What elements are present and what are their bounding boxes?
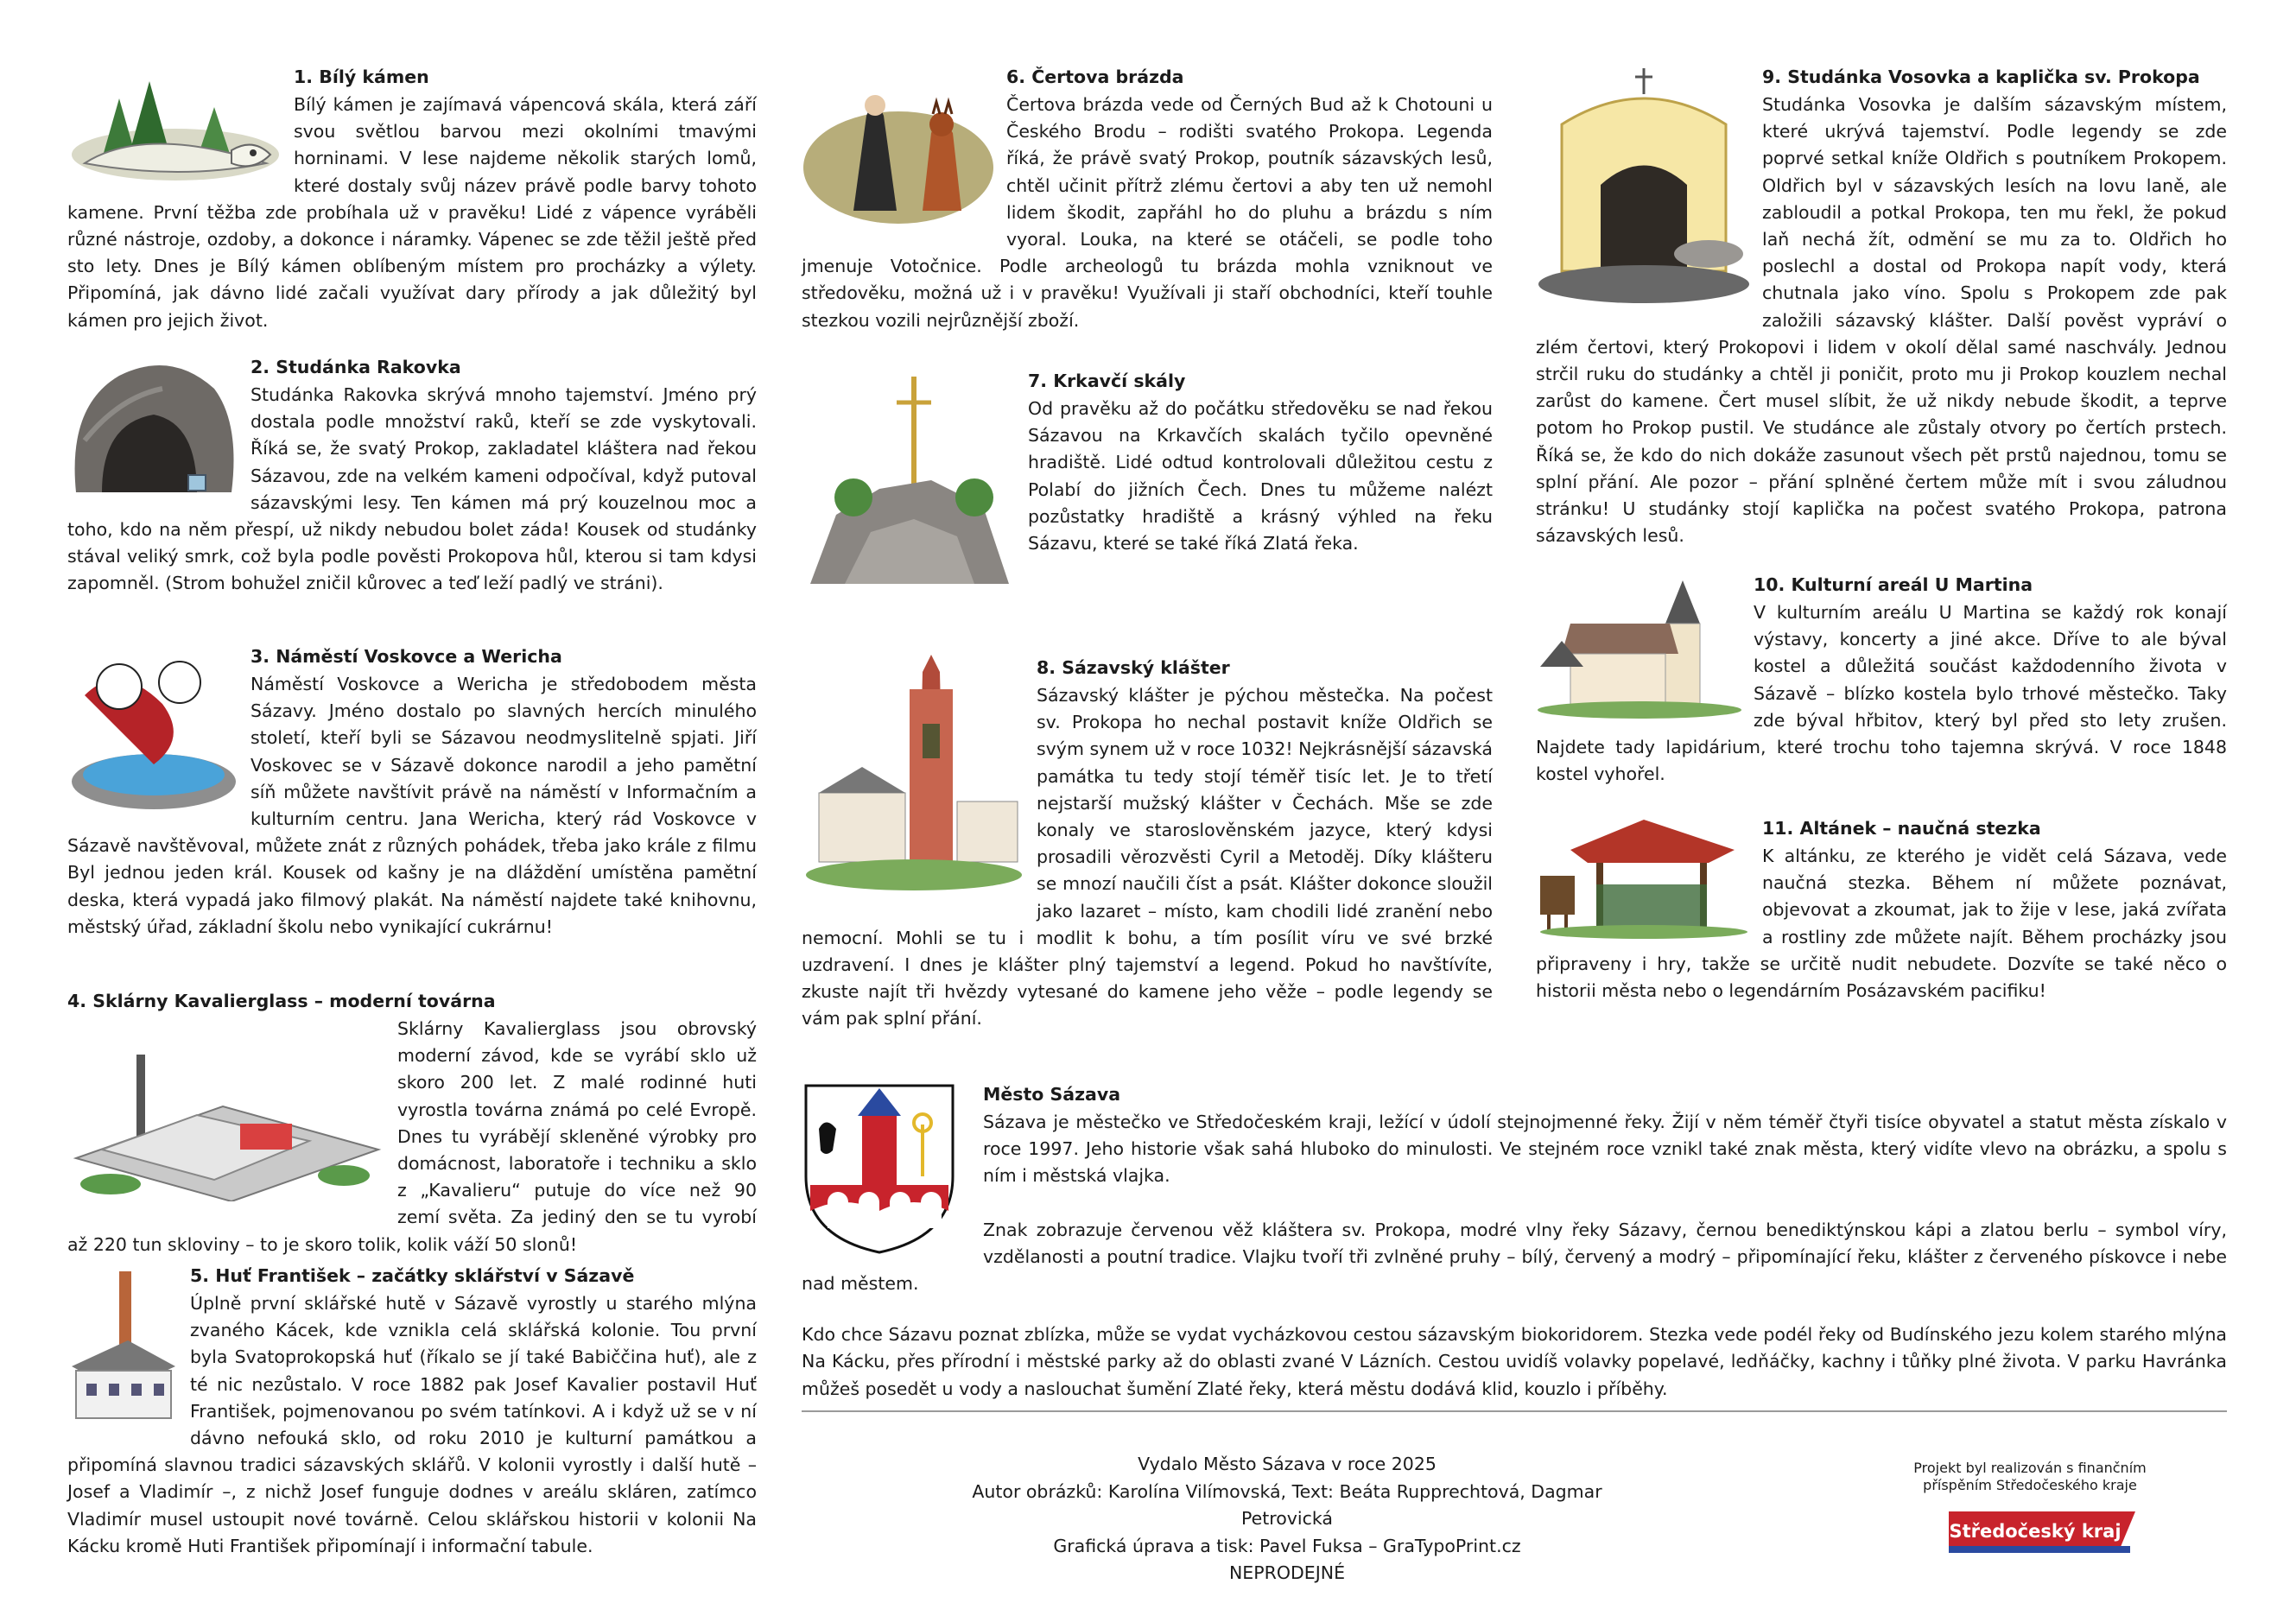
chapel-icon (1536, 64, 1752, 306)
section-title: 11. Altánek – naučná stezka (1762, 818, 2041, 839)
section-sklarny (67, 988, 757, 1258)
footer-publisher: Vydalo Město Sázava v roce 2025 (1138, 1454, 1437, 1474)
section-title: 10. Kulturní areál U Martina (1754, 574, 2033, 595)
town-title: Město Sázava (983, 1084, 1121, 1105)
section-text: Náměstí Voskovce a Wericha je středobodem města Sázavy. Jméno dostalo po slavných hercích minulého století, kteří byli se Sázavou neodmyslitelně spjati. Jiří Voskovec se v Sázavě dokonce narodil a jeho pamětní síň můžete navštívit právě na náměstí v Informačním a kulturním centru. Jana Wericha, který rád Voskovce v Sázavě navštěvoval, můžete znát z různých pohádek, třeba jako krále z filmu Byl jednou jeden král. Kousek od kašny je na dláždění umístěna pamětní deska, která vypadá jako filmový plakát. Na náměstí najdete také knihovnu, městský úřad, základní školu nebo vynikající cukrárnu! (67, 674, 757, 937)
gazebo-icon (1536, 815, 1752, 941)
devil-monk-icon (802, 64, 996, 224)
section-title: 2. Studánka Rakovka (251, 357, 461, 377)
white-rock-icon (67, 64, 283, 185)
section-altanek (1536, 815, 2227, 1004)
section-title: 7. Krkavčí skály (1028, 371, 1186, 391)
coat-of-arms-icon (802, 1081, 957, 1254)
section-title: 6. Čertova brázda (1006, 67, 1184, 87)
funding-note: Projekt byl realizován s finančním příspěním Středočeského kraje (1913, 1460, 2147, 1493)
town-paragraph-1: Sázava je městečko ve Středočeském kraji, ležící v údolí stejnojmenné řeky. Žijí v něm téměř čtyři tisíce obyvatel a statut města získalo v roce 1997. Jeho historie však sahá hluboko do minulosti. Ve stejném roce vznikl také znak města, který vidíte vlevo na obrázku, a spolu s ním i městská vlajka. (983, 1112, 2227, 1187)
chimney-building-icon (67, 1263, 180, 1427)
town-paragraph-2: Znak zobrazuje červenou věž kláštera sv. Prokopa, modré vlny řeky Sázavy, černou benediktýnskou kápi a zlatou berlu – symbol víry, vzdělanosti a poutní tradice. Vlajku tvoří tři zvlněné pruhy – bílý, červený a modrý – připomínající řeku, klášter z červeného pískovce i nebe nad městem. (802, 1219, 2227, 1295)
section-text: Od pravěku až do počátku středověku se nad řekou Sázavou na Krkavčích skalách tyčilo opevněné hradiště. Lidé odtud kontrolovali důležitou cestu z Polabí do jižních Čech. Dnes tu můžeme nalézt pozůstatky hradiště a krásný výhled na řeku Sázavu, které se také říká Zlatá řeka. (1028, 398, 1493, 554)
factory-icon (67, 1055, 387, 1201)
section-bily-kamen (67, 64, 757, 334)
footer-print: Grafická úprava a tisk: Pavel Fuksa – GraTypoPrint.cz (1053, 1535, 1521, 1556)
footer-divider (802, 1410, 2227, 1412)
section-text: Sázavský klášter je pýchou městečka. Na počest sv. Prokopa ho nechal postavit kníže Oldřich se svým synem už v roce 1032! Nejkrásnější sázavská památka tu tedy stojí téměř tisíc let. Je to třetí nejstarší mužský klášter v Čechách. Mše se zde konaly ve staroslověnském jazyce, který kdysi prosadili věrozvěsti Cyril a Metoděj. Díky klášteru se mnozí naučili číst a psát. Klášter dokonce sloužil jako lazaret – místo, kam chodili lidé zranění nebo nemocní. Mohli se tu i modlit k bohu, a tím posílit víru ve své brzké uzdravení. I dnes je klášter plný tajemství a legend. Pokud ho navštívíte, zkuste najít tři hvězdy vytesané do kamene jeho věže – podle legendy se vám pak splní přání. (802, 685, 1493, 1030)
section-title: 3. Náměstí Voskovce a Wericha (251, 646, 562, 667)
section-text: K altánku, ze kterého je vidět celá Sázava, vede naučná stezka. Během ní můžete poznávat, objevovat a zkoumat, jak to žije v lese, jaká zvířata a rostliny zde můžete najít. Během procházky jsou připraveny i hry, takže se určitě nudit nebudete. Dozvíte se také něco o historii města nebo o legendárním Posázavském pacifiku! (1536, 846, 2227, 1002)
church-icon (1536, 572, 1743, 719)
section-title: 4. Sklárny Kavalierglass – moderní továrna (67, 991, 496, 1011)
section-title: 9. Studánka Vosovka a kaplička sv. Prokopa (1762, 67, 2200, 87)
section-mesto-sazava (802, 1081, 2227, 1403)
section-text: Úplně první sklářské hutě v Sázavě vyrostly u starého mlýna zvaného Kácek, kde vznikla celá sklářská kolonie. Tou první byla Svatoprokopská huť (říkalo se jí také Babiččina huť), ale z té nic nezůstalo. V roce 1882 pak Josef Kavalier postavil Huť František, pojmenovanou po svém tatínkovi. A i když už se v ní dávno nefouká sklo, od roku 2010 je kulturní památkou a připomíná slavnou tradici sázavských sklářů. V kolonii vyrostly i další hutě – Josef a Vladimír –, z nichž Josef funguje dodnes v areálu skláren, zatímco Vladimír musel ustoupit nové továrně. Celou sklářskou historii v kolonii Na Kácku kromě Huti František připomínají i informační tabule. (67, 1293, 757, 1556)
section-text: Studánka Rakovka skrývá mnoho tajemství. Jméno prý dostala podle množství raků, kteří se zde vyskytovali. Říká se, že svatý Prokop, zakladatel kláštera nad řekou Sázavou, zde na velkém kameni odpočíval, když putoval sázavskými lesy. Ten kámen má prý kouzelnou moc a toho, kdo na něm přespí, už nikdy nebudou bolet záda! Kousek od studánky stával veliký smrk, což byla podle pověsti Prokopova hůl, kterou si tam kdysi zapomněl. (Strom bohužel zničil kůrovec a teď leží padlý ve stráni). (67, 384, 757, 594)
rocks-cross-icon (802, 368, 1018, 592)
section-title: 8. Sázavský klášter (1037, 657, 1230, 678)
section-u-martina (1536, 572, 2227, 788)
monastery-icon (802, 655, 1026, 897)
section-hut-frantisek (67, 1263, 757, 1560)
section-klaster (802, 655, 1493, 1033)
spring-cave-icon (67, 354, 240, 501)
footer-credits (933, 1451, 1641, 1587)
section-text: Sklárny Kavalierglass jsou obrovský moderní závod, kde se vyrábí sklo už skoro 200 let. Z malé rodinné huti vyrostla továrna známá po celé Evropě. Dnes tu vyrábějí skleněné výrobky pro domácnost, laboratoře i techniku a sklo z „Kavalieru“ putuje do více než 90 zemí světa. Za jediný den se tu vyrobí až 220 tun skloviny – to je skoro tolik, kolik váží 50 slonů! (67, 1018, 757, 1255)
fountain-icon (67, 643, 240, 816)
section-text: Studánka Vosovka je dalším sázavským místem, které ukrývá tajemství. Podle legendy se zde poprvé setkal kníže Oldřich s poutníkem Prokopem. Oldřich byl v sázavských lesích na lovu laně, ale zabloudil a potkal Prokopa, ten mu řekl, že pokud laň nechá žít, odmění se mu za to. Oldřich ho poslechl a dostal od Prokopa napít vody, která chutnala jako víno. Spolu s Prokopem zde pak založili sázavský klášter. Další pověst vypráví o zlém čertovi, který Prokopovi i lidem v okolí dělal samé naschvály. Jednou strčil ruku do studánky a chtěl ji poničit, proto mu ji Prokop kouzlem nechal zarůst do kamene. Čert musel slíbit, že už nikdy nebude škodit, a teprve potom ho Prokop pustil. Ve studánce ale zůstaly otvory po čertích prstech. Říká se, že kdo do nich dokáže zasunout všech pět prstů najednou, tomu se splní přání. Ale pozor – přání splněné čertem může mít i svou záludnou stránku! U studánky stojí kaplička na počest svatého Prokopa, patrona sázavských lesů. (1536, 94, 2227, 547)
section-namesti (67, 643, 757, 941)
section-certova-brazda (802, 64, 1493, 334)
town-paragraph-3: Kdo chce Sázavu poznat zblízka, může se vydat vycházkovou cestou sázavským biokoridorem. Stezka vede podél řeky od Budínského jezu kolem starého mlýna Na Kácku, přes přírodní i městské parky až do oblasti zvané V Lázních. Cestou uvidíš volavky popelavé, ledňáčky, kachny i tůňky plné života. V parku Havránka můžeš posedět u vody a naslouchat šumění Zlaté řeky, která městu dodává klid, kouzlo i příběhy. (802, 1324, 2227, 1399)
section-title: 5. Huť František – začátky sklářství v Sázavě (190, 1265, 635, 1286)
section-title: 1. Bílý kámen (294, 67, 429, 87)
footer-authors: Autor obrázků: Karolína Vilímovská, Text: Beáta Rupprechtová, Dagmar Petrovická (972, 1480, 1602, 1529)
section-studanka-rakovka (67, 354, 757, 598)
stredocesky-kraj-logo (1949, 1511, 2135, 1553)
section-krkavci-skaly (802, 368, 1493, 596)
section-text: V kulturním areálu U Martina se každý rok konají výstavy, koncerty a jiné akce. Dříve to ale býval kostel a důležitá součást každodenního života v Sázavě – blízko kostela bylo trhové městečko. Taky zde býval hřbitov, který byl před sto lety zrušen. Najdete tady lapidárium, které trochu toho tajemna skrývá. V roce 1848 kostel vyhořel. (1536, 602, 2227, 785)
section-text: Čertova brázda vede od Černých Bud až k Chotouni u Českého Brodu – rodišti svatého Prokopa. Legenda říká, že právě svatý Prokop, poutník sázavských lesů, chtěl učinit přítrž zlému čertovi a aby ten už nemohl lidem škodit, zapřáhl ho do pluhu a brázdu s ním vyoral. Louka, na které se otáčeli, se podle toho jmenuje Votočnice. Podle archeologů tu brázda mohla vzniknout ve středověku, možná už i v pravěku! Využívali ji staří obchodníci, kteří touhle stezkou vozili nejrůznější zboží. (802, 94, 1493, 331)
kraj-badge-text: Středočeský kraj (1949, 1521, 2122, 1542)
section-text: Bílý kámen je zajímavá vápencová skála, která září svou světlou barvou mezi okolními tmavými horninami. V lese najdeme několik starých lomů, které dostaly svůj název právě podle barvy tohoto kamene. První těžba zde probíhala už v pravěku! Lidé z vápence vyráběli různé nástroje, ozdoby, a dokonce i náramky. Vápenec se zde těžil ještě před sto lety. Dnes je Bílý kámen oblíbeným místem pro procházky a výlety. Připomíná, jak dávno lidé začali využívat dary přírody a jak důležitý byl kámen pro jejich život. (67, 94, 757, 331)
section-vosovka (1536, 64, 2227, 549)
footer-not-for-sale: NEPRODEJNÉ (1228, 1562, 1346, 1583)
